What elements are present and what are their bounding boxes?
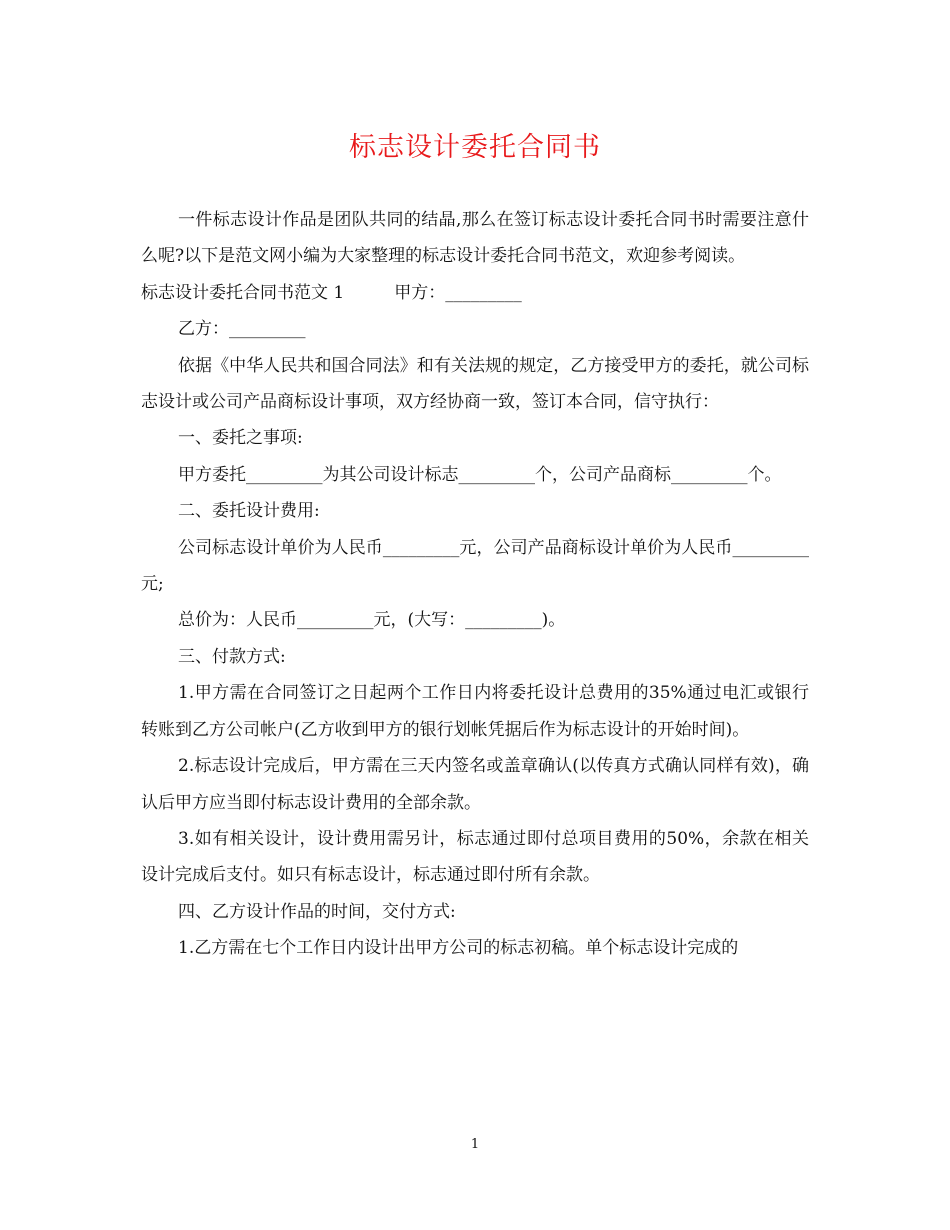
section-3-item-2: 2.标志设计完成后，甲方需在三天内签名或盖章确认(以传真方式确认同样有效)，确认后甲方应当即付标志设计费用的全部余款。 <box>141 756 809 813</box>
section-4-title: 四、乙方设计作品的时间，交付方式: <box>178 901 456 922</box>
section-2-text: 公司标志设计单价为人民币_________元，公司产品商标设计单价为人民币_________元; <box>141 537 809 595</box>
page-number: 1 <box>470 1137 480 1152</box>
sample-heading-line <box>141 275 809 311</box>
preamble-paragraph: 依据《中华人民共和国合同法》和有关法规的规定，乙方接受甲方的委托，就公司标志设计或公司产品商标设计事项，双方经协商一致，签订本合同，信守执行： <box>141 355 809 413</box>
party-b-field: 乙方：_________ <box>178 319 306 340</box>
section-3-item-1: 1.甲方需在合同签订之日起两个工作日内将委托设计总费用的35%通过电汇或银行转账到乙方公司帐户(乙方收到甲方的银行划帐凭据后作为标志设计的开始时间)。 <box>141 683 809 740</box>
document-body <box>141 202 809 967</box>
party-a-field: 甲方：_________ <box>394 282 522 303</box>
section-4-item-1: 1.乙方需在七个工作日内设计出甲方公司的标志初稿。单个标志设计完成的 <box>178 938 739 959</box>
section-1-title: 一、委托之事项: <box>178 428 303 449</box>
section-2-title: 二、委托设计费用: <box>178 501 320 522</box>
document-title: 标志设计委托合同书 <box>349 132 601 163</box>
sample-heading: 标志设计委托合同书范文 1 <box>141 282 345 303</box>
section-3-title: 三、付款方式: <box>178 646 286 667</box>
section-1-text: 甲方委托_________为其公司设计标志_________个，公司产品商标_________个。 <box>178 464 782 485</box>
section-2-total: 总价为：人民币_________元，(大写：_________)。 <box>178 610 566 631</box>
intro-paragraph: 一件标志设计作品是团队共同的结晶,那么在签订标志设计委托合同书时需要注意什么呢?以下是范文网小编为大家整理的标志设计委托合同书范文，欢迎参考阅读。 <box>141 210 809 267</box>
section-3-item-3: 3.如有相关设计，设计费用需另计，标志通过即付总项目费用的50%，余款在相关设计完成后支付。如只有标志设计，标志通过即付所有余款。 <box>141 828 809 886</box>
